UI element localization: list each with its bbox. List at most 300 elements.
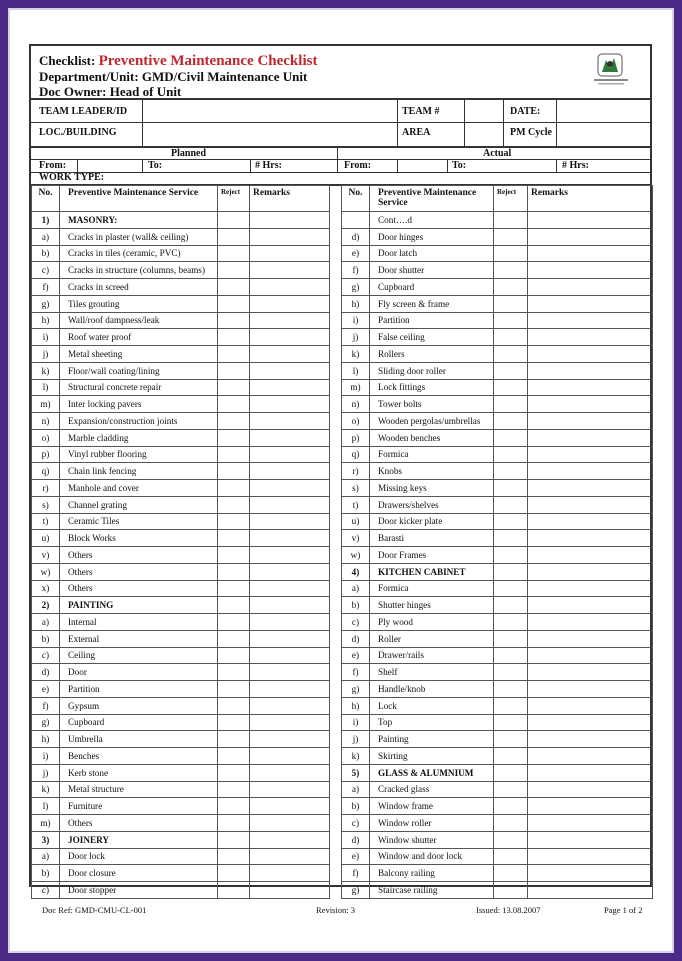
remarks-cell[interactable] — [528, 664, 653, 681]
table-row — [32, 815, 330, 832]
remarks-cell[interactable] — [250, 228, 330, 245]
item-label: External — [60, 630, 218, 647]
reject-cell[interactable] — [494, 681, 528, 698]
item-number: m) — [32, 815, 60, 832]
remarks-cell[interactable] — [528, 228, 653, 245]
item-label: Benches — [60, 748, 218, 765]
reject-cell[interactable] — [494, 362, 528, 379]
remarks-cell[interactable] — [528, 748, 653, 765]
remarks-cell[interactable] — [528, 262, 653, 279]
table-row — [342, 396, 653, 413]
reject-cell[interactable] — [218, 295, 250, 312]
reject-cell[interactable] — [494, 697, 528, 714]
reject-cell[interactable] — [218, 580, 250, 597]
remarks-cell[interactable] — [250, 547, 330, 564]
reject-cell[interactable] — [494, 714, 528, 731]
reject-cell[interactable] — [218, 245, 250, 262]
remarks-cell[interactable] — [250, 312, 330, 329]
remarks-cell[interactable] — [250, 681, 330, 698]
reject-cell[interactable] — [494, 664, 528, 681]
item-number: d) — [342, 228, 370, 245]
no-header: No. — [32, 186, 60, 212]
reject-cell[interactable] — [494, 346, 528, 363]
reject-cell[interactable] — [494, 530, 528, 547]
table-row — [32, 245, 330, 262]
item-number: g) — [342, 681, 370, 698]
table-row — [342, 630, 653, 647]
remarks-cell[interactable] — [528, 681, 653, 698]
reject-cell[interactable] — [218, 329, 250, 346]
reject-cell[interactable] — [494, 781, 528, 798]
reject-cell[interactable] — [218, 379, 250, 396]
item-number: c) — [32, 262, 60, 279]
remarks-cell[interactable] — [250, 798, 330, 815]
item-number: j) — [342, 731, 370, 748]
reject-cell[interactable] — [218, 262, 250, 279]
doc-owner-line: Doc Owner: Head of Unit — [39, 84, 182, 99]
table-row — [32, 664, 330, 681]
reject-cell[interactable] — [494, 831, 528, 848]
reject-cell[interactable] — [218, 865, 250, 882]
item-number: a) — [32, 614, 60, 631]
reject-cell[interactable] — [218, 781, 250, 798]
table-row — [32, 396, 330, 413]
reject-cell[interactable] — [494, 312, 528, 329]
item-number: w) — [342, 547, 370, 564]
item-label: Window frame — [370, 798, 494, 815]
remarks-cell[interactable] — [528, 731, 653, 748]
item-label: Handle/knob — [370, 681, 494, 698]
area-label: AREA — [402, 127, 431, 138]
remarks-cell[interactable] — [528, 530, 653, 547]
item-number: i) — [342, 312, 370, 329]
item-number: c) — [32, 882, 60, 899]
item-label: Fly screen & frame — [370, 295, 494, 312]
remarks-cell[interactable] — [528, 781, 653, 798]
reject-cell[interactable] — [494, 547, 528, 564]
item-number: e) — [342, 647, 370, 664]
pm-cycle-label: PM Cycle — [510, 127, 552, 138]
item-label: Knobs — [370, 463, 494, 480]
reject-cell[interactable] — [494, 496, 528, 513]
table-row — [32, 848, 330, 865]
item-number: b) — [32, 630, 60, 647]
item-number: v) — [342, 530, 370, 547]
reject-cell[interactable] — [494, 463, 528, 480]
item-label: Cracks in screed — [60, 279, 218, 296]
item-label: Sliding door roller — [370, 362, 494, 379]
remarks-cell[interactable] — [250, 262, 330, 279]
actual-label: Actual — [483, 148, 512, 159]
reject-cell[interactable] — [494, 413, 528, 430]
table-row — [32, 279, 330, 296]
item-number: m) — [342, 379, 370, 396]
item-label: Drawers/shelves — [370, 496, 494, 513]
table-row — [32, 882, 330, 899]
remarks-cell[interactable] — [250, 396, 330, 413]
reject-cell[interactable] — [494, 630, 528, 647]
remarks-cell[interactable] — [528, 882, 653, 899]
reject-cell[interactable] — [218, 630, 250, 647]
reject-cell[interactable] — [218, 530, 250, 547]
item-number: t) — [32, 513, 60, 530]
section-row — [342, 563, 653, 580]
remarks-cell[interactable] — [250, 279, 330, 296]
remarks-cell[interactable] — [528, 379, 653, 396]
item-number: c) — [32, 647, 60, 664]
remarks-cell[interactable] — [250, 714, 330, 731]
reject-cell[interactable] — [218, 748, 250, 765]
reject-cell[interactable] — [494, 379, 528, 396]
reject-cell[interactable] — [218, 731, 250, 748]
remarks-cell[interactable] — [250, 731, 330, 748]
reject-cell[interactable] — [494, 798, 528, 815]
reject-cell[interactable] — [218, 446, 250, 463]
item-number: i) — [342, 714, 370, 731]
reject-cell[interactable] — [494, 815, 528, 832]
item-label: Missing keys — [370, 480, 494, 497]
reject-cell[interactable] — [494, 764, 528, 781]
remarks-cell[interactable] — [250, 848, 330, 865]
item-label: Door — [60, 664, 218, 681]
remarks-cell[interactable] — [528, 245, 653, 262]
remarks-cell[interactable] — [250, 362, 330, 379]
item-label: Formica — [370, 580, 494, 597]
item-number: e) — [32, 681, 60, 698]
item-label: Block Works — [60, 530, 218, 547]
item-number: f) — [32, 279, 60, 296]
remarks-cell[interactable] — [528, 312, 653, 329]
table-row — [32, 446, 330, 463]
remarks-cell[interactable] — [250, 831, 330, 848]
table-row — [342, 714, 653, 731]
reject-cell[interactable] — [218, 764, 250, 781]
item-label: Gypsum — [60, 697, 218, 714]
reject-cell[interactable] — [218, 815, 250, 832]
remarks-cell[interactable] — [528, 279, 653, 296]
reject-cell[interactable] — [494, 228, 528, 245]
remarks-cell[interactable] — [250, 664, 330, 681]
remarks-cell[interactable] — [250, 580, 330, 597]
remarks-cell[interactable] — [250, 815, 330, 832]
item-number: k) — [342, 346, 370, 363]
checklist-title-line — [39, 53, 317, 69]
reject-cell[interactable] — [494, 480, 528, 497]
actual-hrs-label: # Hrs: — [562, 160, 589, 171]
reject-cell[interactable] — [218, 563, 250, 580]
remarks-cell[interactable] — [528, 446, 653, 463]
item-label: Ceramic Tiles — [60, 513, 218, 530]
remarks-cell[interactable] — [250, 379, 330, 396]
table-row — [32, 630, 330, 647]
remarks-cell[interactable] — [528, 764, 653, 781]
reject-cell[interactable] — [218, 831, 250, 848]
item-number: g) — [342, 882, 370, 899]
item-number: c) — [342, 614, 370, 631]
table-row — [342, 379, 653, 396]
section-title: KITCHEN CABINET — [370, 563, 494, 580]
remarks-cell[interactable] — [250, 413, 330, 430]
reject-cell[interactable] — [218, 279, 250, 296]
item-number: j) — [32, 764, 60, 781]
item-number: h) — [32, 731, 60, 748]
remarks-cell[interactable] — [250, 647, 330, 664]
item-label: Floor/wall coating/lining — [60, 362, 218, 379]
remarks-cell[interactable] — [250, 764, 330, 781]
remarks-cell[interactable] — [250, 630, 330, 647]
remarks-cell[interactable] — [528, 396, 653, 413]
reject-cell[interactable] — [218, 396, 250, 413]
reject-cell[interactable] — [218, 697, 250, 714]
table-row — [342, 480, 653, 497]
reject-cell[interactable] — [218, 848, 250, 865]
item-label: Channel grating — [60, 496, 218, 513]
remarks-cell[interactable] — [528, 798, 653, 815]
remarks-cell[interactable] — [250, 429, 330, 446]
remarks-cell[interactable] — [250, 212, 330, 229]
remarks-cell[interactable] — [528, 346, 653, 363]
remarks-cell[interactable] — [528, 547, 653, 564]
reject-cell[interactable] — [218, 664, 250, 681]
reject-cell[interactable] — [494, 563, 528, 580]
remarks-cell[interactable] — [528, 295, 653, 312]
remarks-cell[interactable] — [528, 815, 653, 832]
item-label: False ceiling — [370, 329, 494, 346]
reject-cell[interactable] — [218, 882, 250, 899]
remarks-cell[interactable] — [250, 245, 330, 262]
remarks-cell[interactable] — [250, 329, 330, 346]
remarks-cell[interactable] — [528, 697, 653, 714]
reject-cell[interactable] — [494, 748, 528, 765]
reject-cell[interactable] — [494, 245, 528, 262]
item-label: Roller — [370, 630, 494, 647]
reject-cell[interactable] — [494, 446, 528, 463]
remarks-cell[interactable] — [528, 630, 653, 647]
table-row — [32, 463, 330, 480]
remarks-cell[interactable] — [250, 614, 330, 631]
reject-cell[interactable] — [494, 647, 528, 664]
reject-cell[interactable] — [494, 580, 528, 597]
remarks-cell[interactable] — [528, 362, 653, 379]
remarks-cell[interactable] — [528, 831, 653, 848]
reject-cell[interactable] — [218, 413, 250, 430]
table-row — [32, 429, 330, 446]
reject-cell[interactable] — [218, 496, 250, 513]
remarks-cell[interactable] — [528, 614, 653, 631]
planned-from-label: From: — [39, 160, 67, 171]
table-row — [342, 446, 653, 463]
table-row — [32, 329, 330, 346]
table-row — [32, 798, 330, 815]
reject-cell[interactable] — [494, 429, 528, 446]
document-header — [29, 44, 652, 100]
item-label: Cupboard — [60, 714, 218, 731]
reject-cell[interactable] — [494, 513, 528, 530]
item-label: Door Frames — [370, 547, 494, 564]
table-row — [32, 346, 330, 363]
remarks-cell[interactable] — [528, 647, 653, 664]
table-row — [342, 530, 653, 547]
reject-cell[interactable] — [218, 798, 250, 815]
table-row — [342, 212, 653, 229]
item-number: t) — [342, 496, 370, 513]
remarks-cell[interactable] — [250, 882, 330, 899]
item-label: Cracks in tiles (ceramic, PVC) — [60, 245, 218, 262]
remarks-cell[interactable] — [528, 496, 653, 513]
item-number: h) — [32, 312, 60, 329]
table-row — [32, 262, 330, 279]
reject-cell[interactable] — [218, 312, 250, 329]
reject-cell[interactable] — [218, 362, 250, 379]
item-label: Partition — [60, 681, 218, 698]
section-row — [342, 764, 653, 781]
item-number: c) — [342, 815, 370, 832]
actual-to-label: To: — [452, 160, 467, 171]
remarks-cell[interactable] — [528, 329, 653, 346]
table-row — [32, 580, 330, 597]
item-label: Painting — [370, 731, 494, 748]
reject-cell[interactable] — [218, 429, 250, 446]
table-row — [32, 865, 330, 882]
item-label: Door shutter — [370, 262, 494, 279]
item-number: i) — [32, 748, 60, 765]
remarks-cell[interactable] — [250, 865, 330, 882]
remarks-cell[interactable] — [528, 513, 653, 530]
remarks-cell[interactable] — [528, 429, 653, 446]
reject-cell[interactable] — [494, 396, 528, 413]
remarks-cell[interactable] — [250, 697, 330, 714]
remarks-cell[interactable] — [528, 714, 653, 731]
remarks-cell[interactable] — [250, 781, 330, 798]
reject-cell[interactable] — [218, 480, 250, 497]
reject-cell[interactable] — [494, 865, 528, 882]
table-row — [342, 781, 653, 798]
table-row — [342, 463, 653, 480]
item-label: Ceiling — [60, 647, 218, 664]
reject-cell[interactable] — [218, 681, 250, 698]
item-number: b) — [32, 245, 60, 262]
table-row — [342, 815, 653, 832]
item-number: k) — [32, 362, 60, 379]
item-number: a) — [32, 848, 60, 865]
item-label: Wooden pergolas/umbrellas — [370, 413, 494, 430]
item-number: g) — [32, 714, 60, 731]
item-label: Lock — [370, 697, 494, 714]
table-row — [32, 764, 330, 781]
reject-cell[interactable] — [494, 262, 528, 279]
table-row — [342, 245, 653, 262]
remarks-cell[interactable] — [250, 295, 330, 312]
reject-cell[interactable] — [494, 882, 528, 899]
item-label: Formica — [370, 446, 494, 463]
section-title: PAINTING — [60, 597, 218, 614]
remarks-header: Remarks — [250, 186, 330, 212]
reject-cell[interactable] — [218, 463, 250, 480]
reject-cell[interactable] — [494, 329, 528, 346]
team-number-label: TEAM # — [402, 106, 440, 117]
reject-cell[interactable] — [218, 513, 250, 530]
item-label: Door hinges — [370, 228, 494, 245]
reject-cell[interactable] — [218, 614, 250, 631]
item-number: g) — [32, 295, 60, 312]
remarks-cell[interactable] — [250, 513, 330, 530]
remarks-cell[interactable] — [250, 563, 330, 580]
remarks-cell[interactable] — [528, 463, 653, 480]
item-number: m) — [32, 396, 60, 413]
table-header-row — [342, 186, 653, 212]
reject-cell[interactable] — [218, 714, 250, 731]
remarks-cell[interactable] — [528, 597, 653, 614]
item-number: p) — [342, 429, 370, 446]
item-label: Furniture — [60, 798, 218, 815]
remarks-cell[interactable] — [528, 413, 653, 430]
remarks-cell[interactable] — [528, 212, 653, 229]
table-row — [32, 496, 330, 513]
reject-cell[interactable] — [218, 547, 250, 564]
item-number: 4) — [342, 563, 370, 580]
remarks-cell[interactable] — [528, 848, 653, 865]
remarks-cell[interactable] — [528, 580, 653, 597]
item-label: Top — [370, 714, 494, 731]
remarks-cell[interactable] — [250, 496, 330, 513]
remarks-cell[interactable] — [250, 748, 330, 765]
reject-cell[interactable] — [218, 647, 250, 664]
item-number: e) — [342, 245, 370, 262]
reject-cell[interactable] — [494, 848, 528, 865]
reject-cell[interactable] — [218, 346, 250, 363]
checklist-label: Checklist: — [39, 53, 96, 68]
reject-cell[interactable] — [494, 212, 528, 229]
remarks-cell[interactable] — [250, 480, 330, 497]
item-label: Metal structure — [60, 781, 218, 798]
revision: Revision: 3 — [316, 905, 355, 915]
reject-cell[interactable] — [494, 614, 528, 631]
table-row — [342, 697, 653, 714]
reject-cell[interactable] — [218, 212, 250, 229]
reject-cell[interactable] — [494, 597, 528, 614]
remarks-cell[interactable] — [250, 597, 330, 614]
item-number: b) — [342, 597, 370, 614]
reject-cell[interactable] — [494, 731, 528, 748]
table-row — [342, 731, 653, 748]
reject-cell[interactable] — [494, 295, 528, 312]
item-number: r) — [32, 480, 60, 497]
page-number: Page 1 of 2 — [604, 905, 643, 915]
remarks-cell[interactable] — [528, 480, 653, 497]
item-label: Umbrella — [60, 731, 218, 748]
remarks-cell[interactable] — [250, 463, 330, 480]
remarks-cell[interactable] — [250, 346, 330, 363]
table-row — [342, 295, 653, 312]
remarks-cell[interactable] — [528, 563, 653, 580]
table-row — [32, 714, 330, 731]
remarks-cell[interactable] — [250, 446, 330, 463]
item-label: Shelf — [370, 664, 494, 681]
reject-cell[interactable] — [494, 279, 528, 296]
section-row — [32, 597, 330, 614]
reject-cell[interactable] — [218, 228, 250, 245]
remarks-cell[interactable] — [528, 865, 653, 882]
item-label: Wooden benches — [370, 429, 494, 446]
table-row — [342, 362, 653, 379]
planned-hrs-label: # Hrs: — [255, 160, 282, 171]
remarks-cell[interactable] — [250, 530, 330, 547]
table-row — [32, 697, 330, 714]
item-number: u) — [32, 530, 60, 547]
reject-cell[interactable] — [218, 597, 250, 614]
item-number: s) — [32, 496, 60, 513]
item-number: d) — [32, 664, 60, 681]
